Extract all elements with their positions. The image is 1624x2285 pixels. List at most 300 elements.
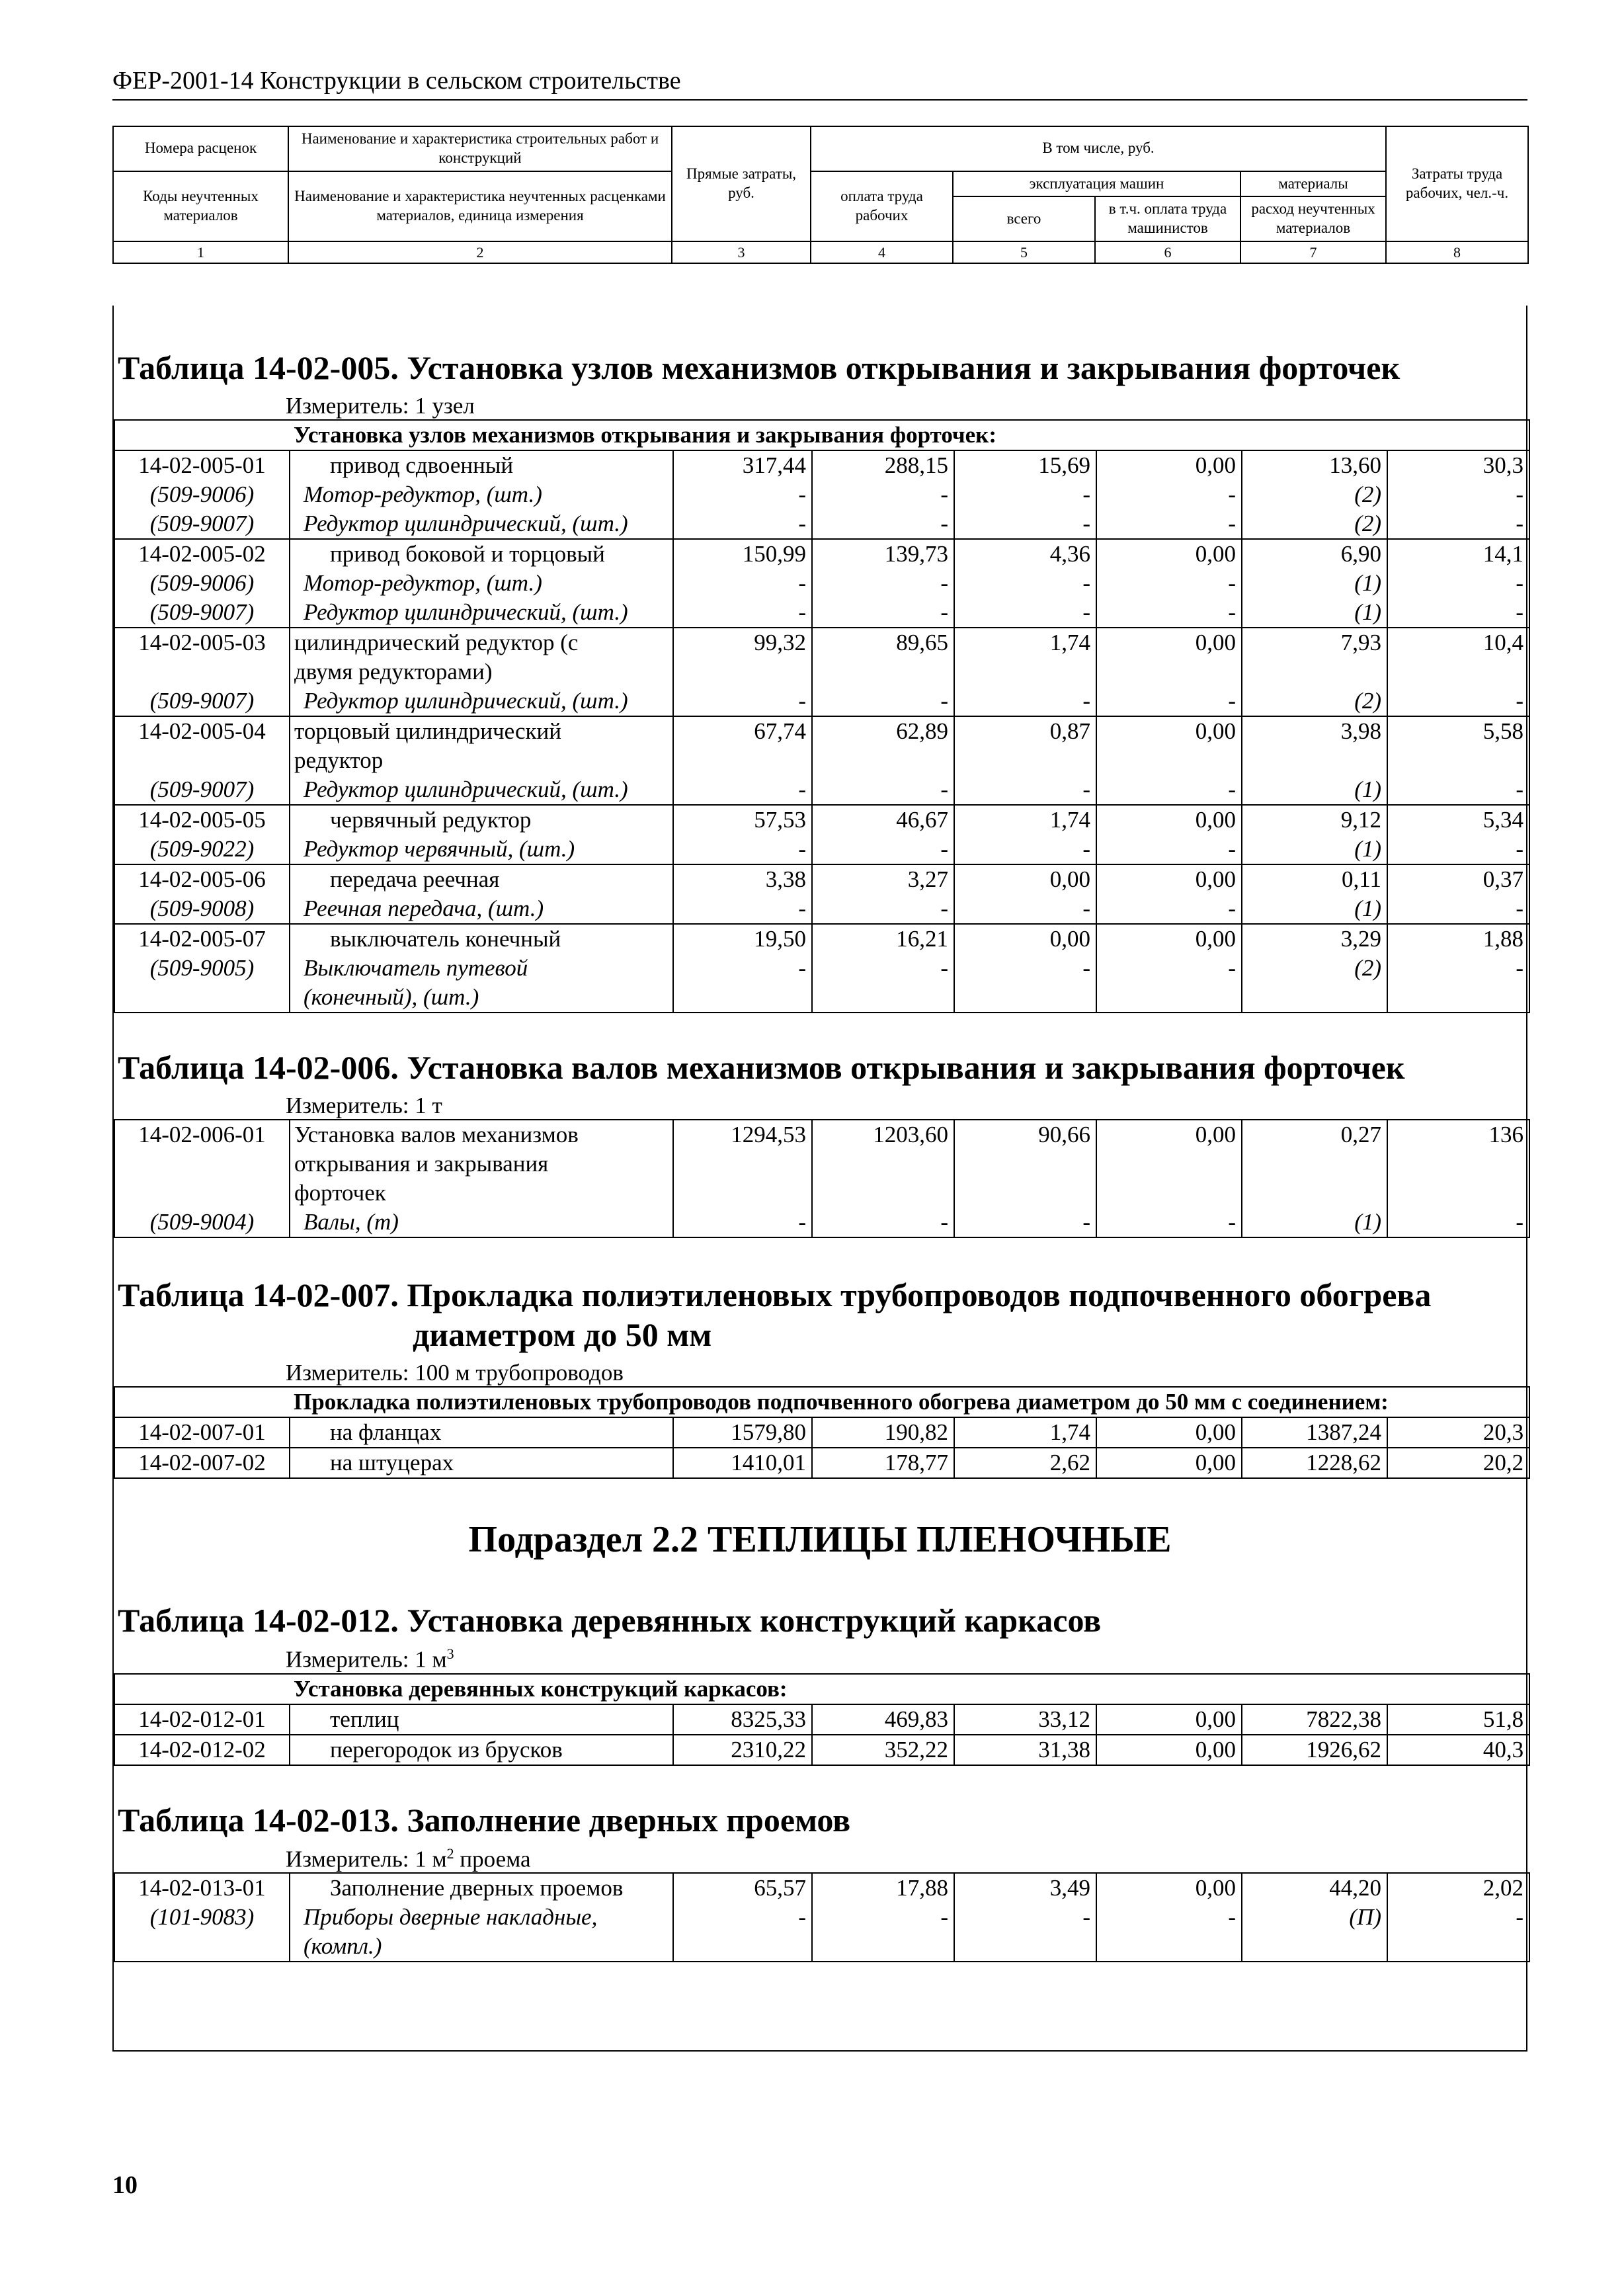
row-value: - <box>673 480 812 509</box>
row-value: 15,69 <box>954 450 1096 480</box>
table-caption-row <box>114 1674 1529 1704</box>
row-value: 99,32 <box>673 628 812 657</box>
row-value: 31,38 <box>954 1735 1096 1765</box>
row-value: - <box>1096 1208 1242 1237</box>
table-caption: Установка деревянных конструкций каркасов: <box>114 1674 1529 1704</box>
col-num: 1 <box>113 241 288 264</box>
row-value <box>1096 1932 1242 1962</box>
row-value <box>673 983 812 1013</box>
row-code: 14-02-005-07 <box>114 924 290 954</box>
row-name: привод боковой и торцовый <box>290 539 673 569</box>
row-value: - <box>812 835 954 864</box>
table-title: Таблица 14-02-007. Прокладка полиэтиленовых трубопроводов подпочвенного обогрева <box>118 1276 1432 1313</box>
row-value: 352,22 <box>812 1735 954 1765</box>
row-value <box>1096 746 1242 775</box>
row-value: 1228,62 <box>1242 1448 1387 1478</box>
col-num: 3 <box>672 241 811 264</box>
row-value <box>1242 657 1387 686</box>
row-value: 33,12 <box>954 1704 1096 1735</box>
row-value <box>954 983 1096 1013</box>
header-materialy: материалы <box>1240 171 1386 197</box>
col-num: 4 <box>811 241 953 264</box>
table-row-cont <box>114 983 1529 1013</box>
row-value <box>673 1149 812 1179</box>
row-value: (1) <box>1242 835 1387 864</box>
row-value <box>673 1932 812 1962</box>
row-value: - <box>673 598 812 628</box>
col-num: 7 <box>1240 241 1386 264</box>
row-value: 65,57 <box>673 1873 812 1903</box>
row-name: на фланцах <box>290 1417 673 1448</box>
row-value: (2) <box>1242 509 1387 539</box>
row-value: - <box>954 686 1096 716</box>
row-code: (509-9008) <box>114 894 290 924</box>
row-value: 1387,24 <box>1242 1417 1387 1448</box>
table-row <box>114 835 1529 864</box>
row-value: 0,37 <box>1387 864 1529 894</box>
row-value: - <box>1387 894 1529 924</box>
row-value <box>1242 1932 1387 1962</box>
row-value: - <box>673 954 812 983</box>
row-name: Редуктор цилиндрический, (шт.) <box>290 775 673 805</box>
row-value: 89,65 <box>812 628 954 657</box>
row-value: 17,88 <box>812 1873 954 1903</box>
row-name: Редуктор цилиндрический, (шт.) <box>290 686 673 716</box>
row-value: 16,21 <box>812 924 954 954</box>
row-value: 150,99 <box>673 539 812 569</box>
table-row <box>114 1208 1529 1237</box>
document-header: ФЕР-2001-14 Конструкции в сельском строительстве <box>112 66 1527 101</box>
row-value: - <box>954 835 1096 864</box>
table-row <box>114 628 1529 657</box>
row-value: 2310,22 <box>673 1735 812 1765</box>
row-code: (509-9007) <box>114 509 290 539</box>
row-value: - <box>954 598 1096 628</box>
row-value: 0,00 <box>1096 1735 1242 1765</box>
row-value: 0,87 <box>954 716 1096 746</box>
row-name: торцовый цилиндрический <box>290 716 673 746</box>
header-naim: Наименование и характеристика строительных работ и конструкций <box>288 126 672 171</box>
document-body <box>112 306 1527 2052</box>
row-value <box>954 1932 1096 1962</box>
table-title: Таблица 14-02-006. Установка валов механизмов открывания и закрывания форточек <box>118 1049 1405 1086</box>
row-value <box>1096 1149 1242 1179</box>
row-value <box>1387 983 1529 1013</box>
row-value <box>1387 746 1529 775</box>
row-value: 0,00 <box>1096 450 1242 480</box>
row-value: - <box>1387 835 1529 864</box>
row-value: (1) <box>1242 1208 1387 1237</box>
table-row <box>114 480 1529 509</box>
row-value: 5,34 <box>1387 805 1529 835</box>
row-value: 3,38 <box>673 864 812 894</box>
row-value: 0,00 <box>1096 1417 1242 1448</box>
measure-unit: Измеритель: 1 $м^3$ <box>286 1645 454 1673</box>
row-code: 14-02-006-01 <box>114 1120 290 1149</box>
row-value <box>673 746 812 775</box>
table-row-cont <box>114 1149 1529 1179</box>
table-row <box>114 924 1529 954</box>
table-row <box>114 894 1529 924</box>
row-value <box>1096 983 1242 1013</box>
table-caption: Прокладка полиэтиленовых трубопроводов подпочвенного обогрева диаметром до 50 мм с соединением: <box>114 1387 1529 1417</box>
row-value: - <box>673 569 812 598</box>
data-table-007 <box>114 1386 1530 1479</box>
row-value: 30,3 <box>1387 450 1529 480</box>
row-code: (509-9006) <box>114 569 290 598</box>
row-name: (компл.) <box>290 1932 673 1962</box>
row-code: 14-02-012-02 <box>114 1735 290 1765</box>
row-value: 3,98 <box>1242 716 1387 746</box>
row-name: на штуцерах <box>290 1448 673 1478</box>
row-value: - <box>1096 954 1242 983</box>
row-value: 5,58 <box>1387 716 1529 746</box>
table-caption: Установка узлов механизмов открывания и закрывания форточек: <box>114 420 1529 450</box>
row-value: (1) <box>1242 569 1387 598</box>
row-value: - <box>812 1208 954 1237</box>
header-ekspl: эксплуатация машин <box>953 171 1240 197</box>
header-kody: Коды неучтенных материалов <box>113 171 288 241</box>
row-value: 178,77 <box>812 1448 954 1478</box>
header-vtom: В том числе, руб. <box>811 126 1386 171</box>
table-row <box>114 1448 1529 1478</box>
row-value <box>673 657 812 686</box>
row-value: 1410,01 <box>673 1448 812 1478</box>
row-name: форточек <box>290 1179 673 1208</box>
row-value: - <box>812 954 954 983</box>
row-value: 9,12 <box>1242 805 1387 835</box>
data-table-013 <box>114 1872 1530 1962</box>
table-row <box>114 716 1529 746</box>
table-title: Таблица 14-02-013. Заполнение дверных проемов <box>118 1801 851 1839</box>
header-zatraty: Затраты труда рабочих, чел.-ч. <box>1386 126 1528 241</box>
row-value: 1579,80 <box>673 1417 812 1448</box>
row-value: (2) <box>1242 480 1387 509</box>
row-code <box>114 657 290 686</box>
row-value: 3,29 <box>1242 924 1387 954</box>
row-value <box>1242 1149 1387 1179</box>
row-value: 136 <box>1387 1120 1529 1149</box>
row-name: цилиндрический редуктор (с <box>290 628 673 657</box>
row-value <box>812 657 954 686</box>
row-value <box>812 746 954 775</box>
col-num: 8 <box>1386 241 1528 264</box>
row-value: - <box>812 894 954 924</box>
row-value: - <box>673 1903 812 1932</box>
row-value <box>954 746 1096 775</box>
header-naim2: Наименование и характеристика неучтенных расценками материалов, единица измерения <box>288 171 672 241</box>
row-value: 67,74 <box>673 716 812 746</box>
row-value: - <box>673 835 812 864</box>
row-value: 0,00 <box>954 924 1096 954</box>
row-value: 0,00 <box>954 864 1096 894</box>
row-name: передача реечная <box>290 864 673 894</box>
row-value: (1) <box>1242 894 1387 924</box>
row-value: - <box>812 598 954 628</box>
table-row-cont <box>114 746 1529 775</box>
row-value: - <box>954 1208 1096 1237</box>
row-code: (509-9007) <box>114 686 290 716</box>
table-row <box>114 954 1529 983</box>
row-value <box>812 1179 954 1208</box>
row-value: 139,73 <box>812 539 954 569</box>
row-value: 40,3 <box>1387 1735 1529 1765</box>
row-value: 1294,53 <box>673 1120 812 1149</box>
data-table-005 <box>114 419 1530 1013</box>
row-value: - <box>1096 480 1242 509</box>
row-value: - <box>1096 686 1242 716</box>
row-value: - <box>1096 775 1242 805</box>
row-value: 0,11 <box>1242 864 1387 894</box>
row-value: 20,3 <box>1387 1417 1529 1448</box>
table-row-cont <box>114 1179 1529 1208</box>
row-value <box>673 1179 812 1208</box>
row-value: - <box>1096 569 1242 598</box>
row-value: 0,00 <box>1096 716 1242 746</box>
row-value: 7,93 <box>1242 628 1387 657</box>
row-value: 7822,38 <box>1242 1704 1387 1735</box>
row-name: Мотор-редуктор, (шт.) <box>290 480 673 509</box>
row-value: 1203,60 <box>812 1120 954 1149</box>
row-name: Мотор-редуктор, (шт.) <box>290 569 673 598</box>
row-value: 469,83 <box>812 1704 954 1735</box>
row-value: 0,00 <box>1096 1704 1242 1735</box>
header-vsego: всего <box>953 196 1095 241</box>
row-code: 14-02-005-06 <box>114 864 290 894</box>
row-value: - <box>673 1208 812 1237</box>
row-code: 14-02-007-01 <box>114 1417 290 1448</box>
row-value: 317,44 <box>673 450 812 480</box>
row-value: 0,00 <box>1096 864 1242 894</box>
data-table-006 <box>114 1119 1530 1238</box>
table-caption-row <box>114 1387 1529 1417</box>
row-value: 6,90 <box>1242 539 1387 569</box>
table-row <box>114 775 1529 805</box>
row-code: 14-02-005-01 <box>114 450 290 480</box>
row-value: 1,88 <box>1387 924 1529 954</box>
table-row <box>114 1120 1529 1149</box>
row-value: - <box>1387 480 1529 509</box>
column-header-table <box>112 126 1529 264</box>
col-num: 6 <box>1095 241 1240 264</box>
row-value <box>812 1932 954 1962</box>
row-value: - <box>1387 569 1529 598</box>
row-value <box>954 1149 1096 1179</box>
header-vtch: в т.ч. оплата труда машинистов <box>1095 196 1240 241</box>
header-rashod: расход неучтенных материалов <box>1240 196 1386 241</box>
table-row <box>114 1704 1529 1735</box>
row-value: - <box>812 1903 954 1932</box>
row-value: 8325,33 <box>673 1704 812 1735</box>
row-value: - <box>954 569 1096 598</box>
row-value: 10,4 <box>1387 628 1529 657</box>
row-value: 288,15 <box>812 450 954 480</box>
table-row <box>114 509 1529 539</box>
measure-unit: Измеритель: 1 $м^2$ проема <box>286 1845 531 1872</box>
row-value: - <box>1387 686 1529 716</box>
measure-unit: Измеритель: 1 т <box>286 1093 442 1118</box>
row-value: - <box>812 569 954 598</box>
table-row <box>114 1417 1529 1448</box>
row-value: - <box>673 894 812 924</box>
row-code: (509-9006) <box>114 480 290 509</box>
row-value: (2) <box>1242 954 1387 983</box>
row-name: Выключатель путевой <box>290 954 673 983</box>
row-code: 14-02-005-03 <box>114 628 290 657</box>
data-table-012 <box>114 1673 1530 1766</box>
row-value <box>1387 657 1529 686</box>
table-row-cont <box>114 1932 1529 1962</box>
row-value: - <box>1387 1208 1529 1237</box>
row-value <box>954 1179 1096 1208</box>
row-value: - <box>1387 954 1529 983</box>
row-code <box>114 983 290 1013</box>
row-value: - <box>954 1903 1096 1932</box>
row-code <box>114 746 290 775</box>
row-value: - <box>1387 509 1529 539</box>
col-num: 5 <box>953 241 1095 264</box>
col-num: 2 <box>288 241 672 264</box>
table-row <box>114 1735 1529 1765</box>
row-value: 0,00 <box>1096 924 1242 954</box>
row-value: - <box>673 509 812 539</box>
row-value: - <box>1387 598 1529 628</box>
row-value: - <box>954 894 1096 924</box>
row-value: - <box>812 686 954 716</box>
row-value: - <box>812 509 954 539</box>
table-row-cont <box>114 657 1529 686</box>
row-value: 4,36 <box>954 539 1096 569</box>
row-code: 14-02-007-02 <box>114 1448 290 1478</box>
row-name: Редуктор цилиндрический, (шт.) <box>290 598 673 628</box>
row-code: (509-9005) <box>114 954 290 983</box>
row-value <box>1387 1149 1529 1179</box>
row-value <box>812 1149 954 1179</box>
row-value: 0,00 <box>1096 805 1242 835</box>
row-value: (2) <box>1242 686 1387 716</box>
page-number: 10 <box>112 2171 138 2199</box>
row-value: - <box>954 954 1096 983</box>
row-name: Приборы дверные накладные, <box>290 1903 673 1932</box>
row-value: - <box>1387 1903 1529 1932</box>
table-row <box>114 598 1529 628</box>
row-name: теплиц <box>290 1704 673 1735</box>
row-value: 3,49 <box>954 1873 1096 1903</box>
row-name: Реечная передача, (шт.) <box>290 894 673 924</box>
row-value: 19,50 <box>673 924 812 954</box>
table-row <box>114 569 1529 598</box>
row-value <box>812 983 954 1013</box>
row-value: 13,60 <box>1242 450 1387 480</box>
row-name: редуктор <box>290 746 673 775</box>
row-value <box>1387 1932 1529 1962</box>
row-value: 0,00 <box>1096 1873 1242 1903</box>
row-value: - <box>1387 775 1529 805</box>
row-value: 90,66 <box>954 1120 1096 1149</box>
row-value: (1) <box>1242 775 1387 805</box>
row-value: - <box>1096 894 1242 924</box>
row-code: (509-9022) <box>114 835 290 864</box>
row-value <box>1387 1179 1529 1208</box>
row-name: выключатель конечный <box>290 924 673 954</box>
row-value: 0,00 <box>1096 1120 1242 1149</box>
row-name: Заполнение дверных проемов <box>290 1873 673 1903</box>
row-name: (конечный), (шт.) <box>290 983 673 1013</box>
row-value: 51,8 <box>1387 1704 1529 1735</box>
row-value: 1,74 <box>954 805 1096 835</box>
row-name: перегородок из брусков <box>290 1735 673 1765</box>
row-value: - <box>673 686 812 716</box>
row-value: 2,62 <box>954 1448 1096 1478</box>
header-nomera: Номера расценок <box>113 126 288 171</box>
row-value: - <box>1096 1903 1242 1932</box>
row-value: (1) <box>1242 598 1387 628</box>
row-value <box>1096 1179 1242 1208</box>
row-value: 44,20 <box>1242 1873 1387 1903</box>
row-code: 14-02-012-01 <box>114 1704 290 1735</box>
row-name: Валы, (т) <box>290 1208 673 1237</box>
row-value <box>1242 1179 1387 1208</box>
row-name: привод сдвоенный <box>290 450 673 480</box>
row-code <box>114 1149 290 1179</box>
row-name: Редуктор цилиндрический, (шт.) <box>290 509 673 539</box>
table-row <box>114 805 1529 835</box>
row-value: - <box>954 509 1096 539</box>
row-code <box>114 1932 290 1962</box>
row-value: 3,27 <box>812 864 954 894</box>
row-value: 20,2 <box>1387 1448 1529 1478</box>
table-title: Таблица 14-02-012. Установка деревянных конструкций каркасов <box>118 1602 1102 1639</box>
row-value <box>1242 983 1387 1013</box>
row-value: 1,74 <box>954 628 1096 657</box>
table-row <box>114 539 1529 569</box>
row-value: 0,27 <box>1242 1120 1387 1149</box>
measure-unit: Измеритель: 100 м трубопроводов <box>286 1360 624 1386</box>
row-value: - <box>954 480 1096 509</box>
row-code: (509-9007) <box>114 598 290 628</box>
row-value: - <box>812 775 954 805</box>
table-row <box>114 450 1529 480</box>
header-oplata: оплата труда рабочих <box>811 171 953 241</box>
row-name: двумя редукторами) <box>290 657 673 686</box>
table-row <box>114 686 1529 716</box>
table-row <box>114 1903 1529 1932</box>
row-name: червячный редуктор <box>290 805 673 835</box>
row-value: - <box>954 775 1096 805</box>
row-value <box>1242 746 1387 775</box>
table-row <box>114 864 1529 894</box>
row-name: Редуктор червячный, (шт.) <box>290 835 673 864</box>
row-value: 0,00 <box>1096 1448 1242 1478</box>
header-pryamye: Прямые затраты, руб. <box>672 126 811 241</box>
row-code: (101-9083) <box>114 1903 290 1932</box>
table-title-cont: диаметром до 50 мм <box>413 1316 712 1353</box>
row-value: 2,02 <box>1387 1873 1529 1903</box>
row-code <box>114 1179 290 1208</box>
row-code: 14-02-005-04 <box>114 716 290 746</box>
row-value: - <box>1096 835 1242 864</box>
row-value: - <box>673 775 812 805</box>
row-value: 190,82 <box>812 1417 954 1448</box>
row-code: 14-02-013-01 <box>114 1873 290 1903</box>
subsection-title: Подраздел 2.2 ТЕПЛИЦЫ ПЛЕНОЧНЫЕ <box>468 1519 1172 1560</box>
row-value: 46,67 <box>812 805 954 835</box>
row-code: (509-9007) <box>114 775 290 805</box>
row-value: 0,00 <box>1096 628 1242 657</box>
row-value <box>1096 657 1242 686</box>
row-name: открывания и закрывания <box>290 1149 673 1179</box>
row-code: (509-9004) <box>114 1208 290 1237</box>
